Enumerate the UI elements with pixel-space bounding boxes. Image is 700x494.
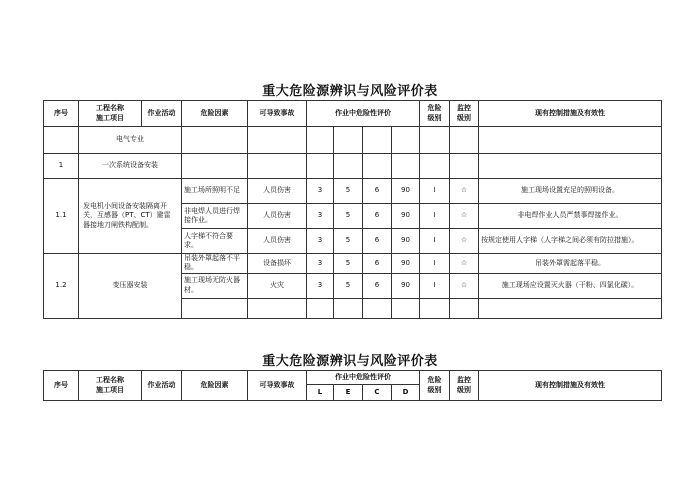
- header-eval: 作业中危险性评价: [307, 101, 420, 127]
- c-cell: 6: [363, 179, 392, 204]
- c-cell: 6: [363, 254, 392, 274]
- header-e: E: [334, 385, 363, 401]
- header-level: 危险 级别: [420, 101, 450, 127]
- level-cell: Ⅰ: [420, 179, 450, 204]
- accident-cell: 人员伤害: [248, 229, 307, 254]
- header-project: 工程名称 施工项目: [79, 101, 142, 127]
- header-hazard: 危险因素: [182, 101, 248, 127]
- d-cell: 90: [392, 254, 420, 274]
- measure-cell: 吊装外罩需起落平稳。: [479, 254, 662, 274]
- table-header-row: [44, 101, 662, 127]
- risk-table: [43, 100, 662, 319]
- table-row: [44, 179, 662, 204]
- section-row: [44, 127, 662, 154]
- e-cell: 5: [334, 273, 363, 298]
- c-cell: 6: [363, 204, 392, 229]
- measure-cell: 非电焊作业人员严禁事焊接作业。: [479, 204, 662, 229]
- header-monitor: 监控 级别: [450, 371, 479, 401]
- item-seq: 1.2: [44, 254, 79, 319]
- e-cell: 5: [334, 229, 363, 254]
- header-activity: 作业活动: [142, 371, 182, 401]
- hazard-cell: 吊装外罩起落不平稳。: [182, 254, 248, 274]
- accident-cell: 人员伤害: [248, 204, 307, 229]
- accident-cell: 人员伤害: [248, 179, 307, 204]
- hazard-cell: 施工场所照明不足: [182, 179, 248, 204]
- e-cell: 5: [334, 254, 363, 274]
- l-cell: 3: [307, 273, 334, 298]
- measure-cell: 按规定使用人字梯（人字梯之间必须有防拉措施）。: [479, 229, 662, 254]
- e-cell: 5: [334, 179, 363, 204]
- page-title: 重大危险源辨识与风险评价表: [262, 354, 438, 369]
- monitor-cell: ☆: [450, 273, 479, 298]
- accident-cell: 火灾: [248, 273, 307, 298]
- table-header-row: [44, 371, 662, 385]
- header-measures: 现有控制措施及有效性: [479, 371, 662, 401]
- monitor-cell: ☆: [450, 204, 479, 229]
- table-row: [44, 154, 662, 179]
- header-seq: 序号: [44, 101, 79, 127]
- e-cell: 5: [334, 204, 363, 229]
- section-label: 电气专业: [79, 127, 182, 154]
- header-accident: 可导致事故: [248, 371, 307, 401]
- accident-cell: 设备损坏: [248, 254, 307, 274]
- c-cell: 6: [363, 273, 392, 298]
- item-project: 发电机小间设备安装隔离开关，互感器（PT、CT）避雷器接地刀闸铁构配制。: [79, 179, 182, 254]
- header-level: 危险 级别: [420, 371, 450, 401]
- item-seq: 1: [44, 154, 79, 179]
- table-row: [44, 254, 662, 274]
- header-d: D: [392, 385, 420, 401]
- page-title: 重大危险源辨识与风险评价表: [262, 84, 438, 99]
- c-cell: 6: [363, 229, 392, 254]
- level-cell: Ⅰ: [420, 254, 450, 274]
- monitor-cell: ☆: [450, 254, 479, 274]
- measure-cell: 施工现场应设置灭火器（干粉、四氯化碳）。: [479, 273, 662, 298]
- header-seq: 序号: [44, 371, 79, 401]
- hazard-cell: 非电焊人员进行焊接作业。: [182, 204, 248, 229]
- item-seq: 1.1: [44, 179, 79, 254]
- header-activity: 作业活动: [142, 101, 182, 127]
- monitor-cell: ☆: [450, 179, 479, 204]
- item-project: 变压器安装: [79, 254, 182, 319]
- l-cell: 3: [307, 254, 334, 274]
- d-cell: 90: [392, 229, 420, 254]
- l-cell: 3: [307, 229, 334, 254]
- item-project: 一次系统设备安装: [79, 154, 182, 179]
- monitor-cell: ☆: [450, 229, 479, 254]
- d-cell: 90: [392, 204, 420, 229]
- header-measures: 现有控制措施及有效性: [479, 101, 662, 127]
- header-accident: 可导致事故: [248, 101, 307, 127]
- header-c: C: [363, 385, 392, 401]
- level-cell: Ⅰ: [420, 273, 450, 298]
- l-cell: 3: [307, 204, 334, 229]
- header-project: 工程名称 施工项目: [79, 371, 142, 401]
- header-monitor: 监控 级别: [450, 101, 479, 127]
- header-l: L: [307, 385, 334, 401]
- level-cell: Ⅰ: [420, 204, 450, 229]
- d-cell: 90: [392, 179, 420, 204]
- d-cell: 90: [392, 273, 420, 298]
- l-cell: 3: [307, 179, 334, 204]
- risk-table: [43, 370, 662, 401]
- measure-cell: 施工现场设置充足的照明设备。: [479, 179, 662, 204]
- header-hazard: 危险因素: [182, 371, 248, 401]
- level-cell: Ⅰ: [420, 229, 450, 254]
- header-eval: 作业中危险性评价: [307, 371, 420, 385]
- hazard-cell: 施工现场无防火器材。: [182, 273, 248, 298]
- hazard-cell: 人字梯不符合要求。: [182, 229, 248, 254]
